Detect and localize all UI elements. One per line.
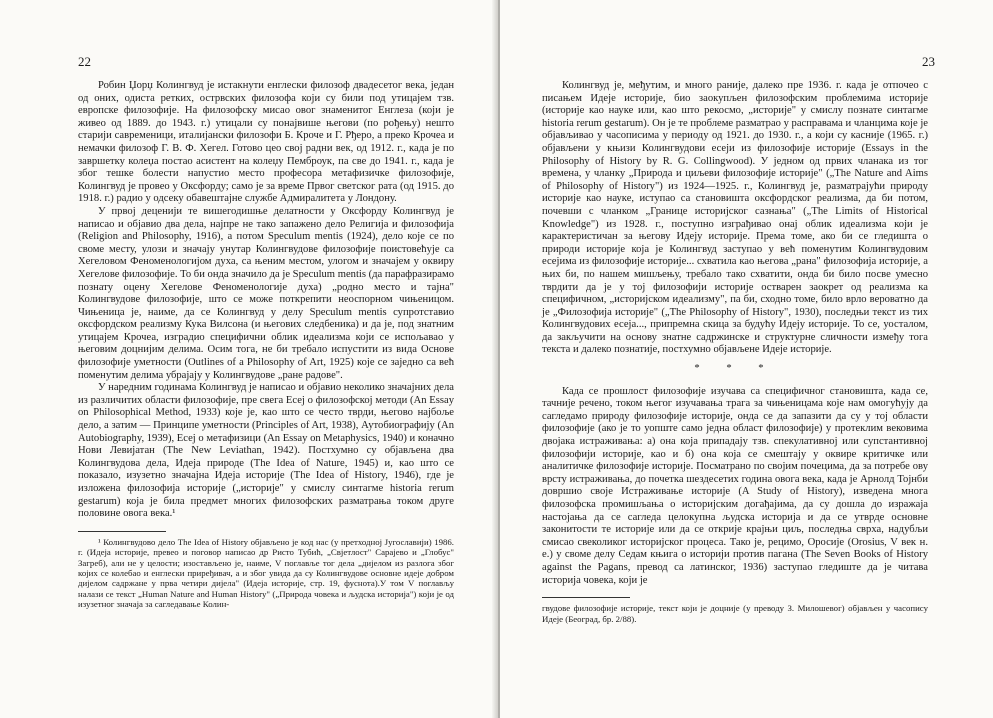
paragraph: Робин Џорџ Колингвуд је истакнути енглески филозоф двадесетог века, један од оних, одиста ретких, острвских филозофа који су били под утицајем тзв. европске филозофије. На филозофску мисао овог знаменитог Енглеза (који је живео од 1889. до 1943. г.) утицали су понајвише његови (по рођењу) нешто старији савременици, италијански филозофи Б. Кроче и Г. Рђеро, а преко Крочеа и немачки филозоф Г. В. Ф. Хегел. Готово цео свој радни век, од 1912. г., када је по завршетку колеџа постао асистент на колеџу Пемброук, па све до 1941. г., када је због тешке болести напустио место професора метафизичке филозофије, Колингвуд је провео у Оксфорду; само је за време Првог светског рата (од 1915. до 1918. г.) радио у одсеку обавештајне службе Адмиралитета у Лондону. — [78, 80, 454, 205]
page-number-right: 23 — [922, 54, 935, 69]
paragraph: Када се прошлост филозофије изучава са специфичног становишта, када се, тачније речено, током његог изучавања трага за чињеницама које нам омогућују да сагледамо природу филозофије историје, онда се да запазити да су у тој области филозофије (ако је то уопште само једна област филозофије) у протеклим вековима двојака истраживања: а) она која припадају тзв. спекулативној или супстантивној филозофији историје, као и б) она која се смештају у оквире критичке или аналитичке филозофије историје. Посматрано по својим почецима, да за потребе ову врсту истраживања, до почетка шездесетих година овога века, када је Арнолд Тојнби довршио своје Истраживање историје (A Study of History), изведена многа филозофска промишљања о историјским догађајима, да су дошла до изражаја настојања да се сагледа целокупна људска историја и да се утврде основне законитости те историје или да се открије крајњи циљ, последња сврха, надубљи смисао свеколиког историјског процеса. Тако је, рецимо, Оросије (Orosius, V век н. е.) у своме делу Седам књига о историји против пагана (The Seven Books of History against the Pagans, превод са латинског, 1936) заступао гледиште да је читава историја човека, који је — [542, 385, 928, 586]
footnote-continuation: гвудове филозофије историје, текст који је доцније (у преводу З. Милошевог) објављен у часопису Идеје (Београд, бр. 2/88). — [542, 603, 928, 624]
page-number-left: 22 — [78, 54, 91, 69]
paragraph: У првој деценији те вишегодишње делатности у Оксфорду Колингвуд је написао и објавио два дела, најпре не тако запажено дело Религија и филозофија (Religion and Philosophy, 1916), а потом Speculum mentis (1924), дело које се по своме месту, улози и значају унутар Колингвудове филозофије поистовећује са Хегеловом Феноменологијом духа, са њеним местом, улогом и значајем у оквиру Хегелове филозофије. То би онда значило да је Speculum mentis (да парафразирамо познату оцену Хегелове Феноменологије духа) „родно место и тајна" Колингвудове филозофије, што се може поткрепити неоспорном чињеницом. Чињеница је, наиме, да се Колингвуд у делу Speculum mentis супротставио оксфордском реализму Кука Вилсона (и његових следбеника) и да је, под знатним утицајем Крочеа, изградио специфични облик идеализма који се испољавао у његовим доцнијим делима. Осим тога, не би требало испустити из вида Основе филозофије уметности (Outlines of a Philosophy of Art, 1925) које се заједно са већ поменутим делима убрајају у Колингвудове „ране радове". — [78, 205, 454, 381]
paragraph: Колингвуд је, међутим, и много раније, далеко пре 1936. г. када је отпочео с писањем Идеје историје, био заокупљен филозофским проблемима историје (историје као науке или, као што рекосмо, „историје" у смислу познате синтагме historia rerum gestarum). Он је те проблеме разматрао у расправама и чланцима које је објављивао у часописима у периоду од 1921. до 1930. г., а који су касније (1965. г.) објављени у књизи Колингвудови есеји из филозофије историје (Essays in the Philosophy of History by R. G. Collingwood). У једном од првих чланака из тог времена, у чланку „Природа и циљеви филозофије историје" („The Nature and Aims of Philosophy of History") из 1924—1925. г., Колингвуд је, разматрајући природу историје као науке, иступао са становишта оксфордског реализма, да би потом, почевши с чланком „Границе историјског сазнања" („The Limits of Historical Knowledge") из 1928. г., поступно изграђивао онај облик идеализма који је карактеристичан за његову Идеју историје. Према томе, ако би се гледишта о природи историје која је Колингвуд заступао у већ поменутим Колингвудовим есејима из филозофије историје... схватила као његова „рана" филозофија историје, а њих би, по нашем мишљењу, требало тако схватити, онда би било посве умесно тврдити да је у тој филозофији историје остварен заокрет од реализма ка специфичном, „историјском идеализму", па би, сходно томе, било врло вероватно да је „Филозофија историје" („The Philosophy of History", 1930), последњи текст из тих Колингвудових есеја..., припремна скица за будућу Идеју историје. То се, уосталом, да закључити на основу знатне садржинске и структурне сличности између тога текста и далеко познатије, постхумно објављене Идеје историје. — [542, 80, 928, 356]
right-text-body — [542, 80, 928, 624]
footnote-rule — [78, 531, 166, 532]
footnote: ¹ Колингвудово дело The Idea of History објављено је код нас (у претходној Југославији) 1986. г. (Идеја историје, превео и поговор написао др Ристо Тубић, „Свјетлост" Сарајево и „Глобус" Загреб), али не у целости; изостављено је, наиме, V поглавље тог дела „дијелом из разлога због којих се колебао и енглески приређивач, а и због увида да су Колингвудове основне идеје добром дијелом садржане у прва четири дијела" (Идеја историје, стр. 19, фуснота).У том V поглављу налази се текст „Human Nature and Human History" („Природа човека и људска историја") који је од изузетног значаја за сагледавање Колин- — [78, 536, 454, 610]
footnote-rule — [542, 597, 630, 598]
left-text-body — [78, 80, 454, 610]
paragraph: У наредним годинама Колингвуд је написао и објавио неколико значајних дела из различитих области филозофије, пре свега Есеј о филозофској методи (An Essay on Philosophical Method, 1933) које је, као што се често тврди, његово најбоље дело, а затим — Принципе уметности (Principles of Art, 1938), Аутобиографију (An Autobiography, 1939), Есеј о метафизици (An Essay on Metaphysics, 1940) и коначно Нови Левијатан (The New Leviathan, 1942). Постхумно су објављена два Колингвудова дела, Идеја природе (The Idea of Nature, 1945) и, као што се показало, изузетно значајна Идеја историје (The Idea of History, 1946), где је изложена филозофија историје („историје" у смислу синтагме historia rerum gestarum) која је била предмет многих филозофских разматрања током друге половине овога века.¹ — [78, 382, 454, 520]
right-page — [500, 0, 993, 718]
section-separator: * * * — [694, 363, 776, 375]
